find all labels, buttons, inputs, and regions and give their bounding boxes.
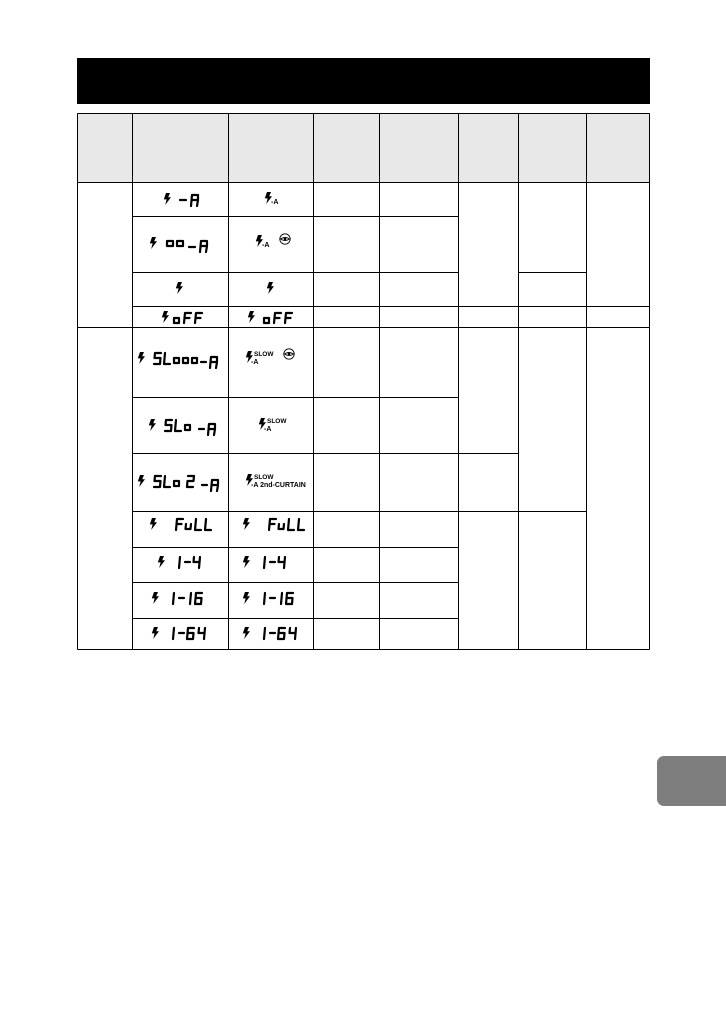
svg-text:-A: -A xyxy=(264,426,272,433)
svg-text:-A: -A xyxy=(271,199,279,206)
lcd-flash-quarter xyxy=(158,556,200,568)
lcd-flash-sixteenth xyxy=(152,592,202,604)
flash-slow-redeye-icon xyxy=(246,349,294,366)
flash-off-icon xyxy=(248,311,292,323)
table-row xyxy=(138,474,306,491)
flash-sixteenth-icon xyxy=(243,592,293,604)
chapter-tab xyxy=(657,756,726,806)
table-row xyxy=(164,192,279,206)
table-row xyxy=(138,349,294,368)
table-row xyxy=(150,518,304,530)
lcd-flash-sixtyfourth xyxy=(152,627,205,639)
flash-auto-redeye-icon xyxy=(256,234,290,249)
table-row xyxy=(176,282,274,294)
svg-text:SLOW: SLOW xyxy=(267,418,287,425)
svg-text:-A: -A xyxy=(262,242,270,249)
table-row xyxy=(152,592,293,604)
flash-icon xyxy=(267,282,274,294)
lcd-flash-off xyxy=(162,311,202,323)
lcd-flash-full xyxy=(150,518,211,530)
table-header-background xyxy=(77,113,650,182)
red-eye-icon xyxy=(280,234,290,244)
flash-mode-table xyxy=(77,113,650,650)
table-row xyxy=(158,556,285,568)
flash-quarter-icon xyxy=(243,556,285,568)
flash-slow-icon xyxy=(259,418,288,433)
flash-full-icon xyxy=(243,518,304,530)
lcd-flash-slow xyxy=(149,419,215,435)
svg-text:SLOW: SLOW xyxy=(254,351,274,358)
flash-slow-2nd-curtain-icon xyxy=(246,474,306,489)
flash-sixtyfourth-icon xyxy=(243,627,296,639)
table-row xyxy=(149,418,288,435)
flash-auto-icon xyxy=(265,192,279,206)
section-title-bar xyxy=(77,58,650,104)
table-row xyxy=(152,627,296,639)
svg-text:-A: -A xyxy=(251,359,259,366)
lcd-flash-auto xyxy=(164,193,198,206)
table-row xyxy=(162,311,292,323)
lcd-flash xyxy=(176,282,183,294)
table-grid xyxy=(77,113,650,650)
lcd-flash-slow-2nd-curtain xyxy=(138,475,218,491)
table-row xyxy=(150,234,290,252)
red-eye-icon xyxy=(284,349,294,359)
lcd-flash-auto-redeye xyxy=(150,237,207,252)
lcd-flash-slow-redeye xyxy=(138,352,217,368)
svg-text:-A 2nd-CURTAIN: -A 2nd-CURTAIN xyxy=(251,482,306,489)
svg-text:SLOW: SLOW xyxy=(254,474,274,481)
